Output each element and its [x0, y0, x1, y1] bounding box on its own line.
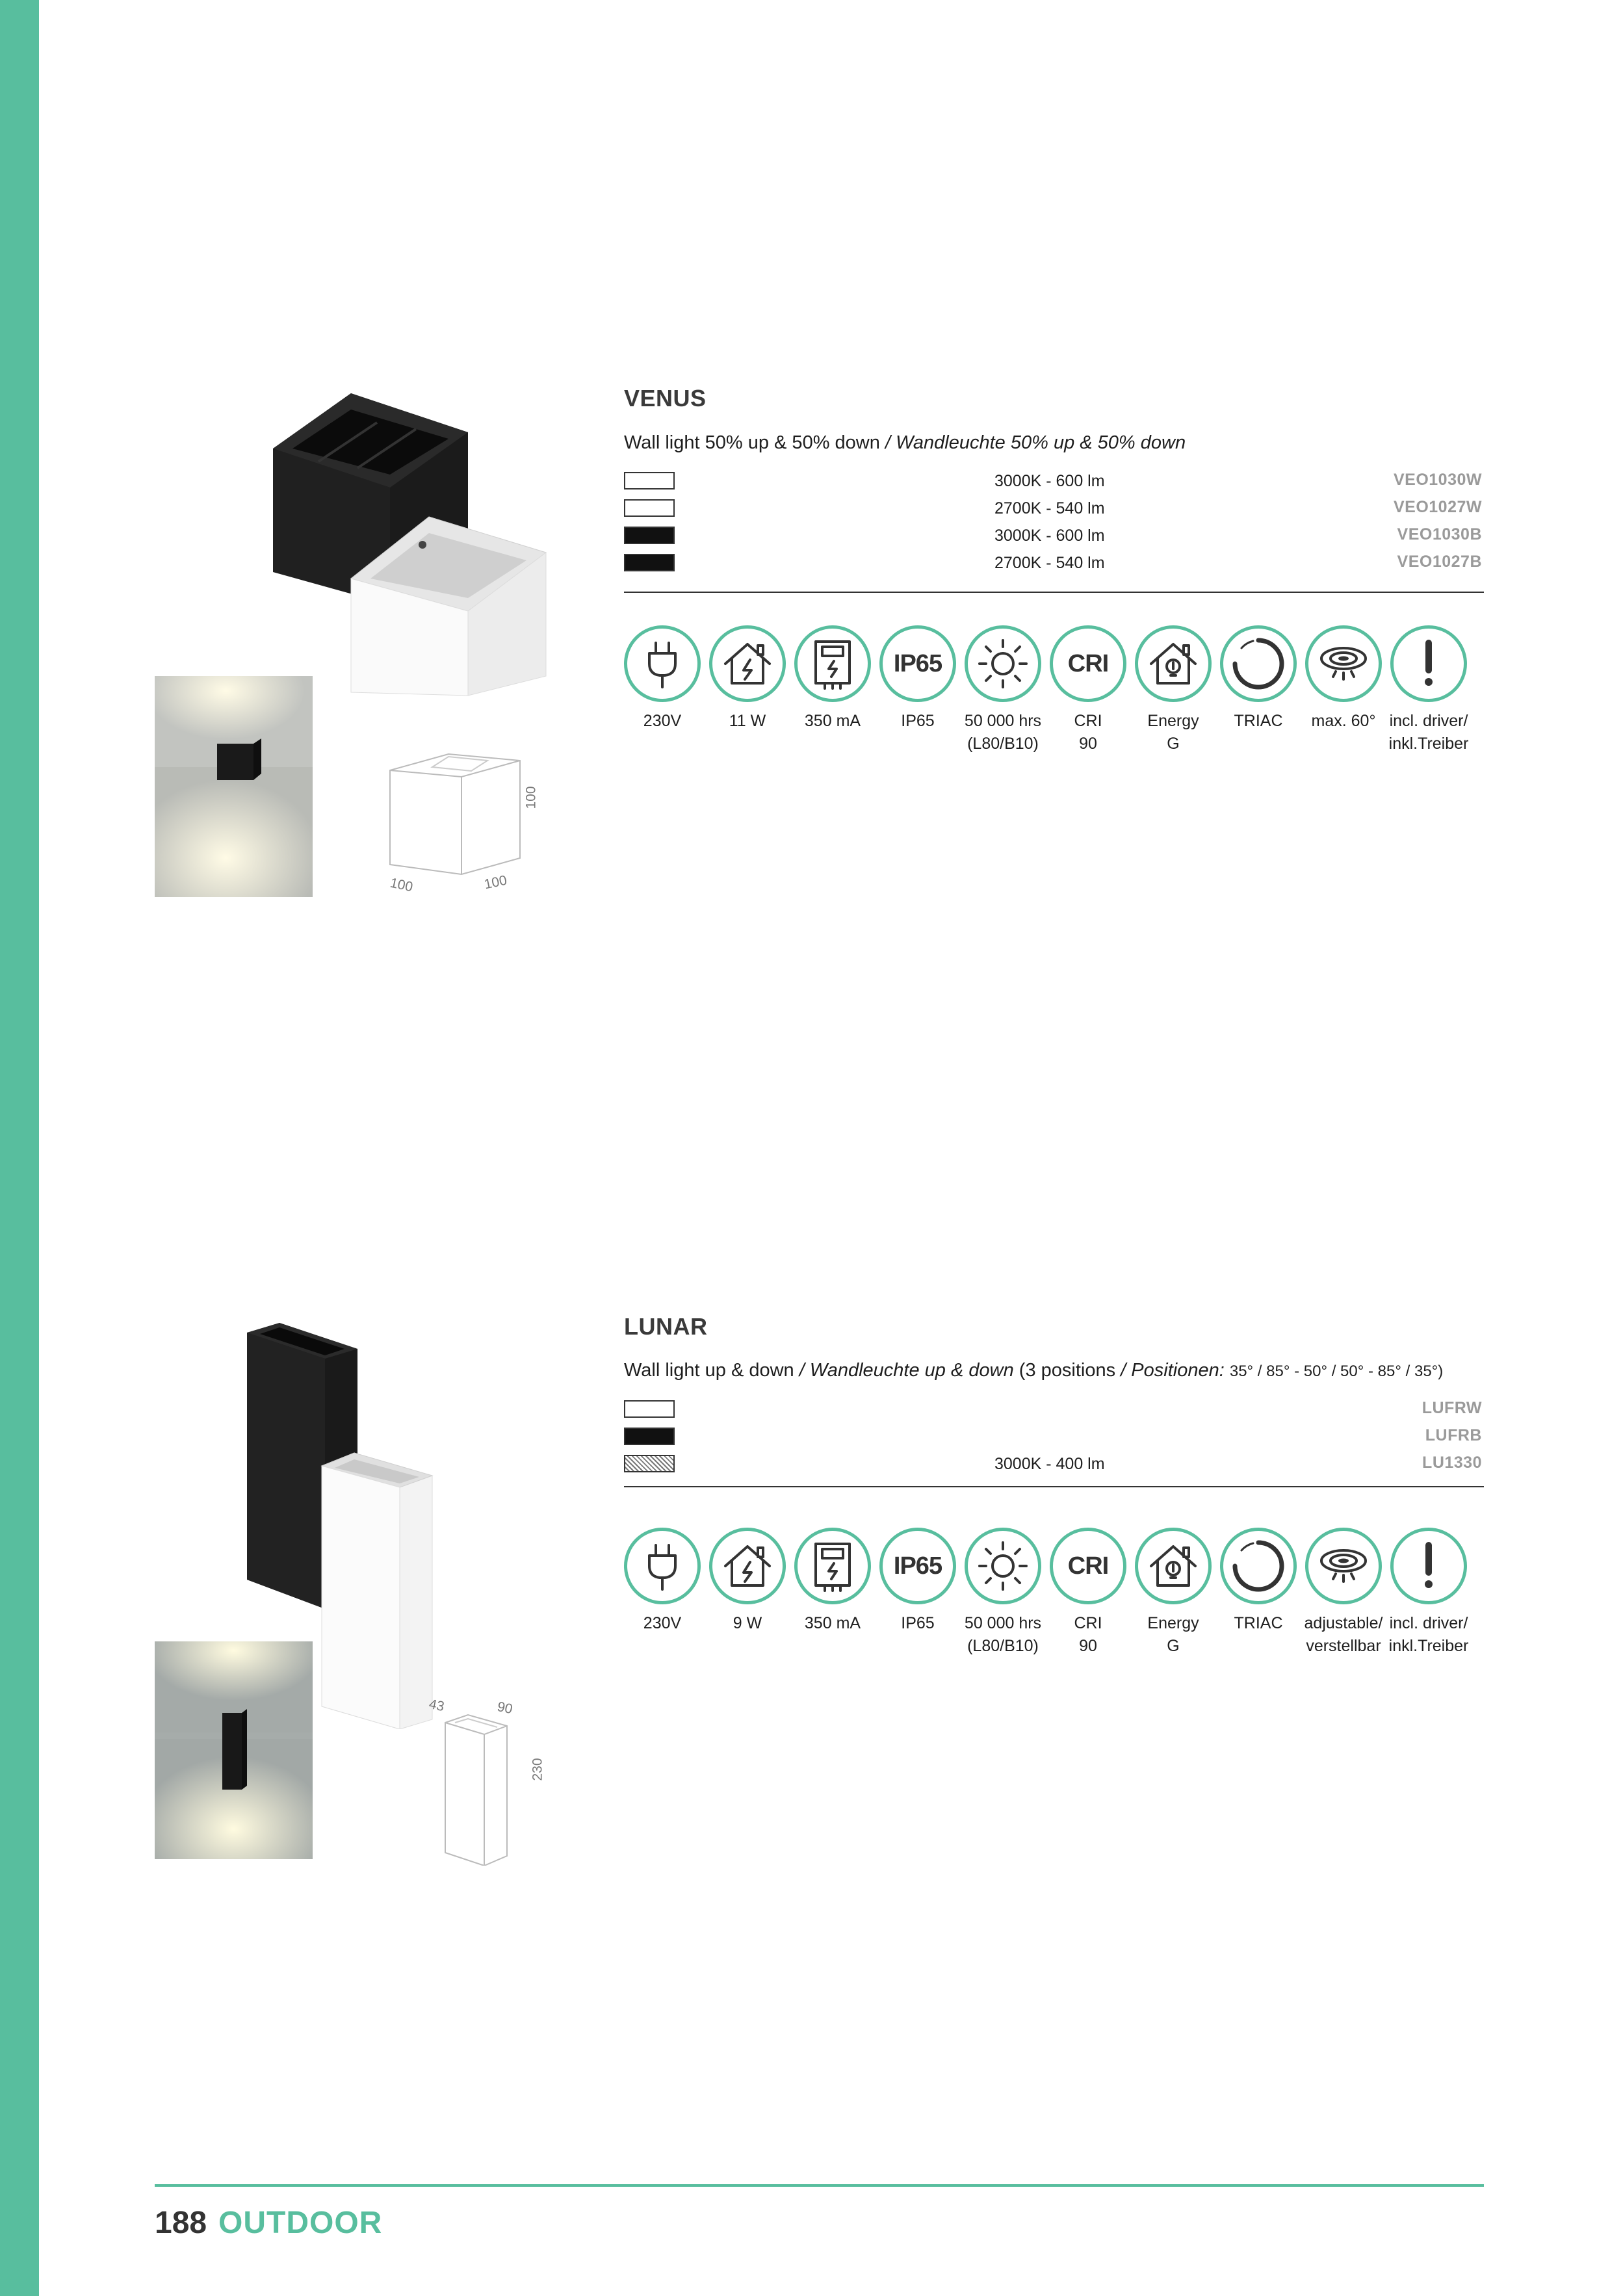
variant-spec: 3000K - 600 lm: [994, 527, 1105, 545]
dimmer-icon: [1231, 636, 1286, 691]
variant-code: VEO1027B: [1397, 553, 1482, 571]
feature-label-line1: incl. driver/: [1389, 1614, 1468, 1632]
feature-label-line1: 350 mA: [804, 712, 861, 730]
driver-meter-icon: [805, 1539, 860, 1593]
house-bulb-badge: [1135, 625, 1212, 702]
plug-badge: [624, 1528, 701, 1604]
variant-code: LUFRB: [1425, 1426, 1482, 1444]
sun-lifetime-icon: [976, 636, 1030, 691]
beam-adjust-icon: [1316, 636, 1371, 691]
description-en: Wall light up & down: [624, 1360, 794, 1381]
feature-label: [790, 710, 875, 733]
positions-values: 35° / 85° - 50° / 50° - 85° / 35°): [1229, 1363, 1444, 1380]
ip-rating-icon: IP65: [893, 1552, 942, 1580]
feature-label-line1: Energy: [1147, 712, 1199, 730]
feature-label: [1301, 1612, 1386, 1658]
feature-label: [705, 1612, 790, 1635]
feature-label: [1131, 1612, 1215, 1658]
lunar-dim-height: 230: [530, 1758, 545, 1781]
feature-label-line1: TRIAC: [1234, 1614, 1283, 1632]
house-power-icon: [720, 1539, 775, 1593]
venus-dimension-drawing: [370, 748, 559, 897]
feature-label-line1: CRI: [1074, 712, 1102, 730]
variant-row: [624, 1424, 1482, 1450]
feature-label-line2: inkl.Treiber: [1388, 735, 1469, 753]
feature-label-line2: verstellbar: [1306, 1637, 1381, 1655]
variant-spec: 2700K - 540 lm: [994, 499, 1105, 517]
feature-label-line2: inkl.Treiber: [1388, 1637, 1469, 1655]
feature-label-line2: G: [1167, 735, 1180, 753]
variant-spec: 3000K - 600 lm: [994, 472, 1105, 490]
feature-label: [620, 710, 705, 733]
feature-label-line1: 50 000 hrs: [964, 1614, 1042, 1632]
dimmer-badge: [1220, 625, 1297, 702]
warning-badge: [1390, 1528, 1467, 1604]
feature-label: [1216, 710, 1301, 733]
variant-row: [624, 1451, 1482, 1477]
description-en: Wall light 50% up & 50% down: [624, 432, 880, 453]
feature-label-line1: 230V: [643, 712, 682, 730]
venus-dim-depth: 100: [389, 875, 415, 895]
variant-spec: 2700K - 540 lm: [994, 554, 1105, 572]
plug-icon: [635, 1539, 690, 1593]
lunar-dim-depth: 43: [427, 1696, 446, 1715]
footer-rule: [155, 2184, 1484, 2187]
house-power-badge: [709, 625, 786, 702]
venus-dim-width: 100: [482, 872, 508, 893]
variant-row: [624, 550, 1482, 576]
finish-swatch-white: [624, 499, 675, 517]
ip-rating-icon: IP65: [893, 649, 942, 677]
variant-code: VEO1030W: [1393, 471, 1482, 489]
driver-meter-badge: [794, 625, 871, 702]
positions-en: (3 positions: [1019, 1360, 1116, 1381]
variant-code: VEO1030B: [1397, 525, 1482, 543]
variant-row: [624, 523, 1482, 549]
side-accent-band: [0, 0, 39, 2296]
description-de: Wandleuchte 50% up & 50% down: [896, 432, 1186, 453]
feature-label-line1: adjustable/: [1304, 1614, 1383, 1632]
product-description: Wall light up & down / Wandleuchte up & down (3 positions / Positionen: 35° / 85° - 50° / 50° - 85° / 35°): [624, 1360, 1444, 1381]
finish-swatch-white: [624, 1400, 675, 1418]
variant-row: [624, 1396, 1482, 1422]
feature-label: [876, 1612, 960, 1635]
lunar-dim-width: 90: [495, 1699, 514, 1717]
dimmer-badge: [1220, 1528, 1297, 1604]
feature-label-line1: IP65: [901, 712, 935, 730]
feature-label: [1386, 710, 1471, 755]
feature-label: [961, 1612, 1045, 1658]
plug-icon: [635, 636, 690, 691]
venus-installation-photo: [155, 676, 313, 897]
feature-label: [1216, 1612, 1301, 1635]
finish-swatch-black: [624, 1428, 675, 1445]
beam-adjust-icon: [1316, 1539, 1371, 1593]
cri-icon: CRI: [1067, 1552, 1109, 1580]
feature-label-line1: incl. driver/: [1389, 712, 1468, 730]
beam-adjust-badge: [1305, 625, 1382, 702]
house-power-icon: [720, 636, 775, 691]
feature-label-line1: 11 W: [729, 712, 766, 730]
page-number: 188: [155, 2206, 207, 2240]
sun-lifetime-badge: [965, 625, 1041, 702]
sun-lifetime-icon: [976, 1539, 1030, 1593]
variant-code: VEO1027W: [1393, 498, 1482, 516]
variant-row: [624, 495, 1482, 521]
venus-product-photo: [266, 390, 552, 709]
feature-label-line1: IP65: [901, 1614, 935, 1632]
feature-label: [705, 710, 790, 733]
house-bulb-icon: [1146, 1539, 1201, 1593]
feature-label-line1: max. 60°: [1311, 712, 1376, 730]
feature-label: [620, 1612, 705, 1635]
feature-label-line1: CRI: [1074, 1614, 1102, 1632]
finish-swatch-black: [624, 527, 675, 544]
feature-label: [961, 710, 1045, 755]
feature-label: [1046, 710, 1130, 755]
feature-label-line2: (L80/B10): [967, 1637, 1039, 1655]
feature-label: [876, 710, 960, 733]
divider-rule: [624, 1486, 1484, 1487]
plug-badge: [624, 625, 701, 702]
lunar-dimension-drawing: [435, 1710, 520, 1866]
feature-label-line2: 90: [1079, 735, 1097, 753]
product-description: Wall light 50% up & 50% down / Wandleuchte 50% up & 50% down: [624, 432, 1186, 453]
feature-label-line1: TRIAC: [1234, 712, 1283, 730]
driver-meter-icon: [805, 636, 860, 691]
cri-icon: CRI: [1067, 649, 1109, 677]
feature-label: [1131, 710, 1215, 755]
cri-badge: [1050, 625, 1126, 702]
feature-label: [1046, 1612, 1130, 1658]
warning-badge: [1390, 625, 1467, 702]
feature-label-line1: 9 W: [733, 1614, 762, 1632]
feature-label: [790, 1612, 875, 1635]
feature-icons-row: [624, 1528, 1488, 1655]
feature-label-line2: (L80/B10): [967, 735, 1039, 753]
feature-label-line1: 350 mA: [804, 1614, 861, 1632]
beam-adjust-badge: [1305, 1528, 1382, 1604]
ip-rating-badge: [879, 1528, 956, 1604]
feature-label-line2: 90: [1079, 1637, 1097, 1655]
feature-label: [1386, 1612, 1471, 1658]
house-bulb-badge: [1135, 1528, 1212, 1604]
product-title: VENUS: [624, 385, 707, 411]
positions-de: Positionen:: [1131, 1360, 1225, 1381]
feature-icons-row: [624, 625, 1488, 753]
ip-rating-badge: [879, 625, 956, 702]
finish-swatch-hatched: [624, 1455, 675, 1472]
feature-label-line1: 230V: [643, 1614, 682, 1632]
venus-dim-height: 100: [523, 786, 539, 809]
variant-row: [624, 468, 1482, 494]
feature-label-line1: 50 000 hrs: [964, 712, 1042, 730]
description-de: Wandleuchte up & down: [809, 1360, 1014, 1381]
feature-label-line2: G: [1167, 1637, 1180, 1655]
finish-swatch-white: [624, 472, 675, 489]
house-power-badge: [709, 1528, 786, 1604]
dimmer-icon: [1231, 1539, 1286, 1593]
variant-code: LUFRW: [1422, 1399, 1482, 1417]
cri-badge: [1050, 1528, 1126, 1604]
variant-code: LU1330: [1422, 1454, 1482, 1472]
driver-meter-badge: [794, 1528, 871, 1604]
finish-swatch-black: [624, 554, 675, 571]
warning-icon: [1401, 1539, 1456, 1593]
product-title: LUNAR: [624, 1313, 708, 1340]
warning-icon: [1401, 636, 1456, 691]
feature-label-line1: Energy: [1147, 1614, 1199, 1632]
divider-rule: [624, 592, 1484, 593]
section-name: OUTDOOR: [218, 2206, 383, 2240]
feature-label: [1301, 710, 1386, 733]
sun-lifetime-badge: [965, 1528, 1041, 1604]
variant-spec: 3000K - 400 lm: [994, 1455, 1105, 1473]
lunar-installation-photo: [155, 1641, 313, 1859]
house-bulb-icon: [1146, 636, 1201, 691]
